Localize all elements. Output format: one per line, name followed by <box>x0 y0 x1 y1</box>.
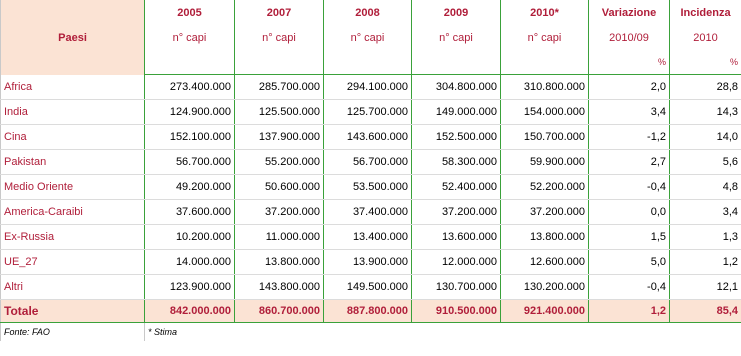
value-cell: 2,0 <box>589 75 670 100</box>
total-value-cell: 910.500.000 <box>412 300 501 323</box>
table-row <box>1 200 741 225</box>
value-cell: 2,7 <box>589 150 670 175</box>
value-cell: 56.700.000 <box>324 150 412 175</box>
value-cell: 1,3 <box>670 225 741 250</box>
value-cell: 137.900.000 <box>235 125 324 150</box>
country-cell: Ex-Russia <box>1 225 145 250</box>
table-row <box>1 175 741 200</box>
value-cell: -0,4 <box>589 275 670 300</box>
table-row <box>1 125 741 150</box>
value-cell: 154.000.000 <box>501 100 589 125</box>
value-cell: 12,1 <box>670 275 741 300</box>
country-cell: Cina <box>1 125 145 150</box>
value-cell: 4,8 <box>670 175 741 200</box>
value-cell: 37.200.000 <box>235 200 324 225</box>
country-cell: Medio Oriente <box>1 175 145 200</box>
country-cell: UE_27 <box>1 250 145 275</box>
value-cell: 125.500.000 <box>235 100 324 125</box>
header-variazione: Variazione <box>589 0 670 25</box>
header-pct <box>145 50 235 75</box>
header-unit: n° capi <box>235 25 324 50</box>
value-cell: 3,4 <box>589 100 670 125</box>
value-cell: 14,0 <box>670 125 741 150</box>
value-cell: 294.100.000 <box>324 75 412 100</box>
value-cell: 59.900.000 <box>501 150 589 175</box>
value-cell: 5,6 <box>670 150 741 175</box>
header-pct: % <box>670 50 741 75</box>
table-row <box>1 275 741 300</box>
header-unit: n° capi <box>501 25 589 50</box>
header-unit: 2010/09 <box>589 25 670 50</box>
total-value-cell: 887.800.000 <box>324 300 412 323</box>
value-cell: 37.400.000 <box>324 200 412 225</box>
country-cell: Pakistan <box>1 150 145 175</box>
header-year: 2010* <box>501 0 589 25</box>
value-cell: 58.300.000 <box>412 150 501 175</box>
value-cell: 149.500.000 <box>324 275 412 300</box>
value-cell: 130.200.000 <box>501 275 589 300</box>
value-cell: 125.700.000 <box>324 100 412 125</box>
value-cell: 123.900.000 <box>145 275 235 300</box>
total-value-cell: 1,2 <box>589 300 670 323</box>
value-cell: 11.000.000 <box>235 225 324 250</box>
value-cell: 5,0 <box>589 250 670 275</box>
value-cell: 55.200.000 <box>235 150 324 175</box>
value-cell: 152.100.000 <box>145 125 235 150</box>
value-cell: 14,3 <box>670 100 741 125</box>
header-unit: n° capi <box>145 25 235 50</box>
value-cell: 152.500.000 <box>412 125 501 150</box>
value-cell: 13.400.000 <box>324 225 412 250</box>
value-cell: 13.900.000 <box>324 250 412 275</box>
header-pct <box>501 50 589 75</box>
value-cell: 285.700.000 <box>235 75 324 100</box>
header-year-row <box>1 0 741 25</box>
value-cell: -0,4 <box>589 175 670 200</box>
header-pct <box>324 50 412 75</box>
country-cell: America-Caraibi <box>1 200 145 225</box>
value-cell: 37.600.000 <box>145 200 235 225</box>
value-cell: 52.200.000 <box>501 175 589 200</box>
header-unit: 2010 <box>670 25 741 50</box>
value-cell: 37.200.000 <box>501 200 589 225</box>
value-cell: 52.400.000 <box>412 175 501 200</box>
header-pct <box>235 50 324 75</box>
value-cell: 1,5 <box>589 225 670 250</box>
header-unit: n° capi <box>324 25 412 50</box>
value-cell: 37.200.000 <box>412 200 501 225</box>
header-year: 2009 <box>412 0 501 25</box>
value-cell: 28,8 <box>670 75 741 100</box>
header-year: 2005 <box>145 0 235 25</box>
value-cell: -1,2 <box>589 125 670 150</box>
value-cell: 143.800.000 <box>235 275 324 300</box>
value-cell: 304.800.000 <box>412 75 501 100</box>
value-cell: 12.000.000 <box>412 250 501 275</box>
country-cell: Altri <box>1 275 145 300</box>
source-note: Fonte: FAO <box>1 323 145 342</box>
table-row <box>1 225 741 250</box>
value-cell: 143.600.000 <box>324 125 412 150</box>
table-row <box>1 250 741 275</box>
header-incidenza: Incidenza <box>670 0 741 25</box>
value-cell: 13.600.000 <box>412 225 501 250</box>
value-cell: 56.700.000 <box>145 150 235 175</box>
value-cell: 3,4 <box>670 200 741 225</box>
value-cell: 0,0 <box>589 200 670 225</box>
total-value-cell: 842.000.000 <box>145 300 235 323</box>
value-cell: 50.600.000 <box>235 175 324 200</box>
value-cell: 273.400.000 <box>145 75 235 100</box>
table-row <box>1 75 741 100</box>
total-value-cell: 921.400.000 <box>501 300 589 323</box>
table-row <box>1 150 741 175</box>
value-cell: 49.200.000 <box>145 175 235 200</box>
country-cell: India <box>1 100 145 125</box>
header-year: 2008 <box>324 0 412 25</box>
header-pct: % <box>589 50 670 75</box>
header-unit: n° capi <box>412 25 501 50</box>
header-year: 2007 <box>235 0 324 25</box>
value-cell: 130.700.000 <box>412 275 501 300</box>
notes-row <box>1 323 741 342</box>
value-cell: 310.800.000 <box>501 75 589 100</box>
country-cell: Africa <box>1 75 145 100</box>
header-pct <box>412 50 501 75</box>
estimate-note: * Stima <box>145 323 741 342</box>
value-cell: 124.900.000 <box>145 100 235 125</box>
value-cell: 14.000.000 <box>145 250 235 275</box>
value-cell: 12.600.000 <box>501 250 589 275</box>
value-cell: 53.500.000 <box>324 175 412 200</box>
value-cell: 10.200.000 <box>145 225 235 250</box>
value-cell: 149.000.000 <box>412 100 501 125</box>
total-label: Totale <box>1 300 145 323</box>
total-value-cell: 85,4 <box>670 300 741 323</box>
value-cell: 13.800.000 <box>235 250 324 275</box>
table-row <box>1 100 741 125</box>
value-cell: 150.700.000 <box>501 125 589 150</box>
total-value-cell: 860.700.000 <box>235 300 324 323</box>
value-cell: 13.800.000 <box>501 225 589 250</box>
value-cell: 1,2 <box>670 250 741 275</box>
header-paesi: Paesi <box>1 0 145 75</box>
total-row <box>1 300 741 323</box>
